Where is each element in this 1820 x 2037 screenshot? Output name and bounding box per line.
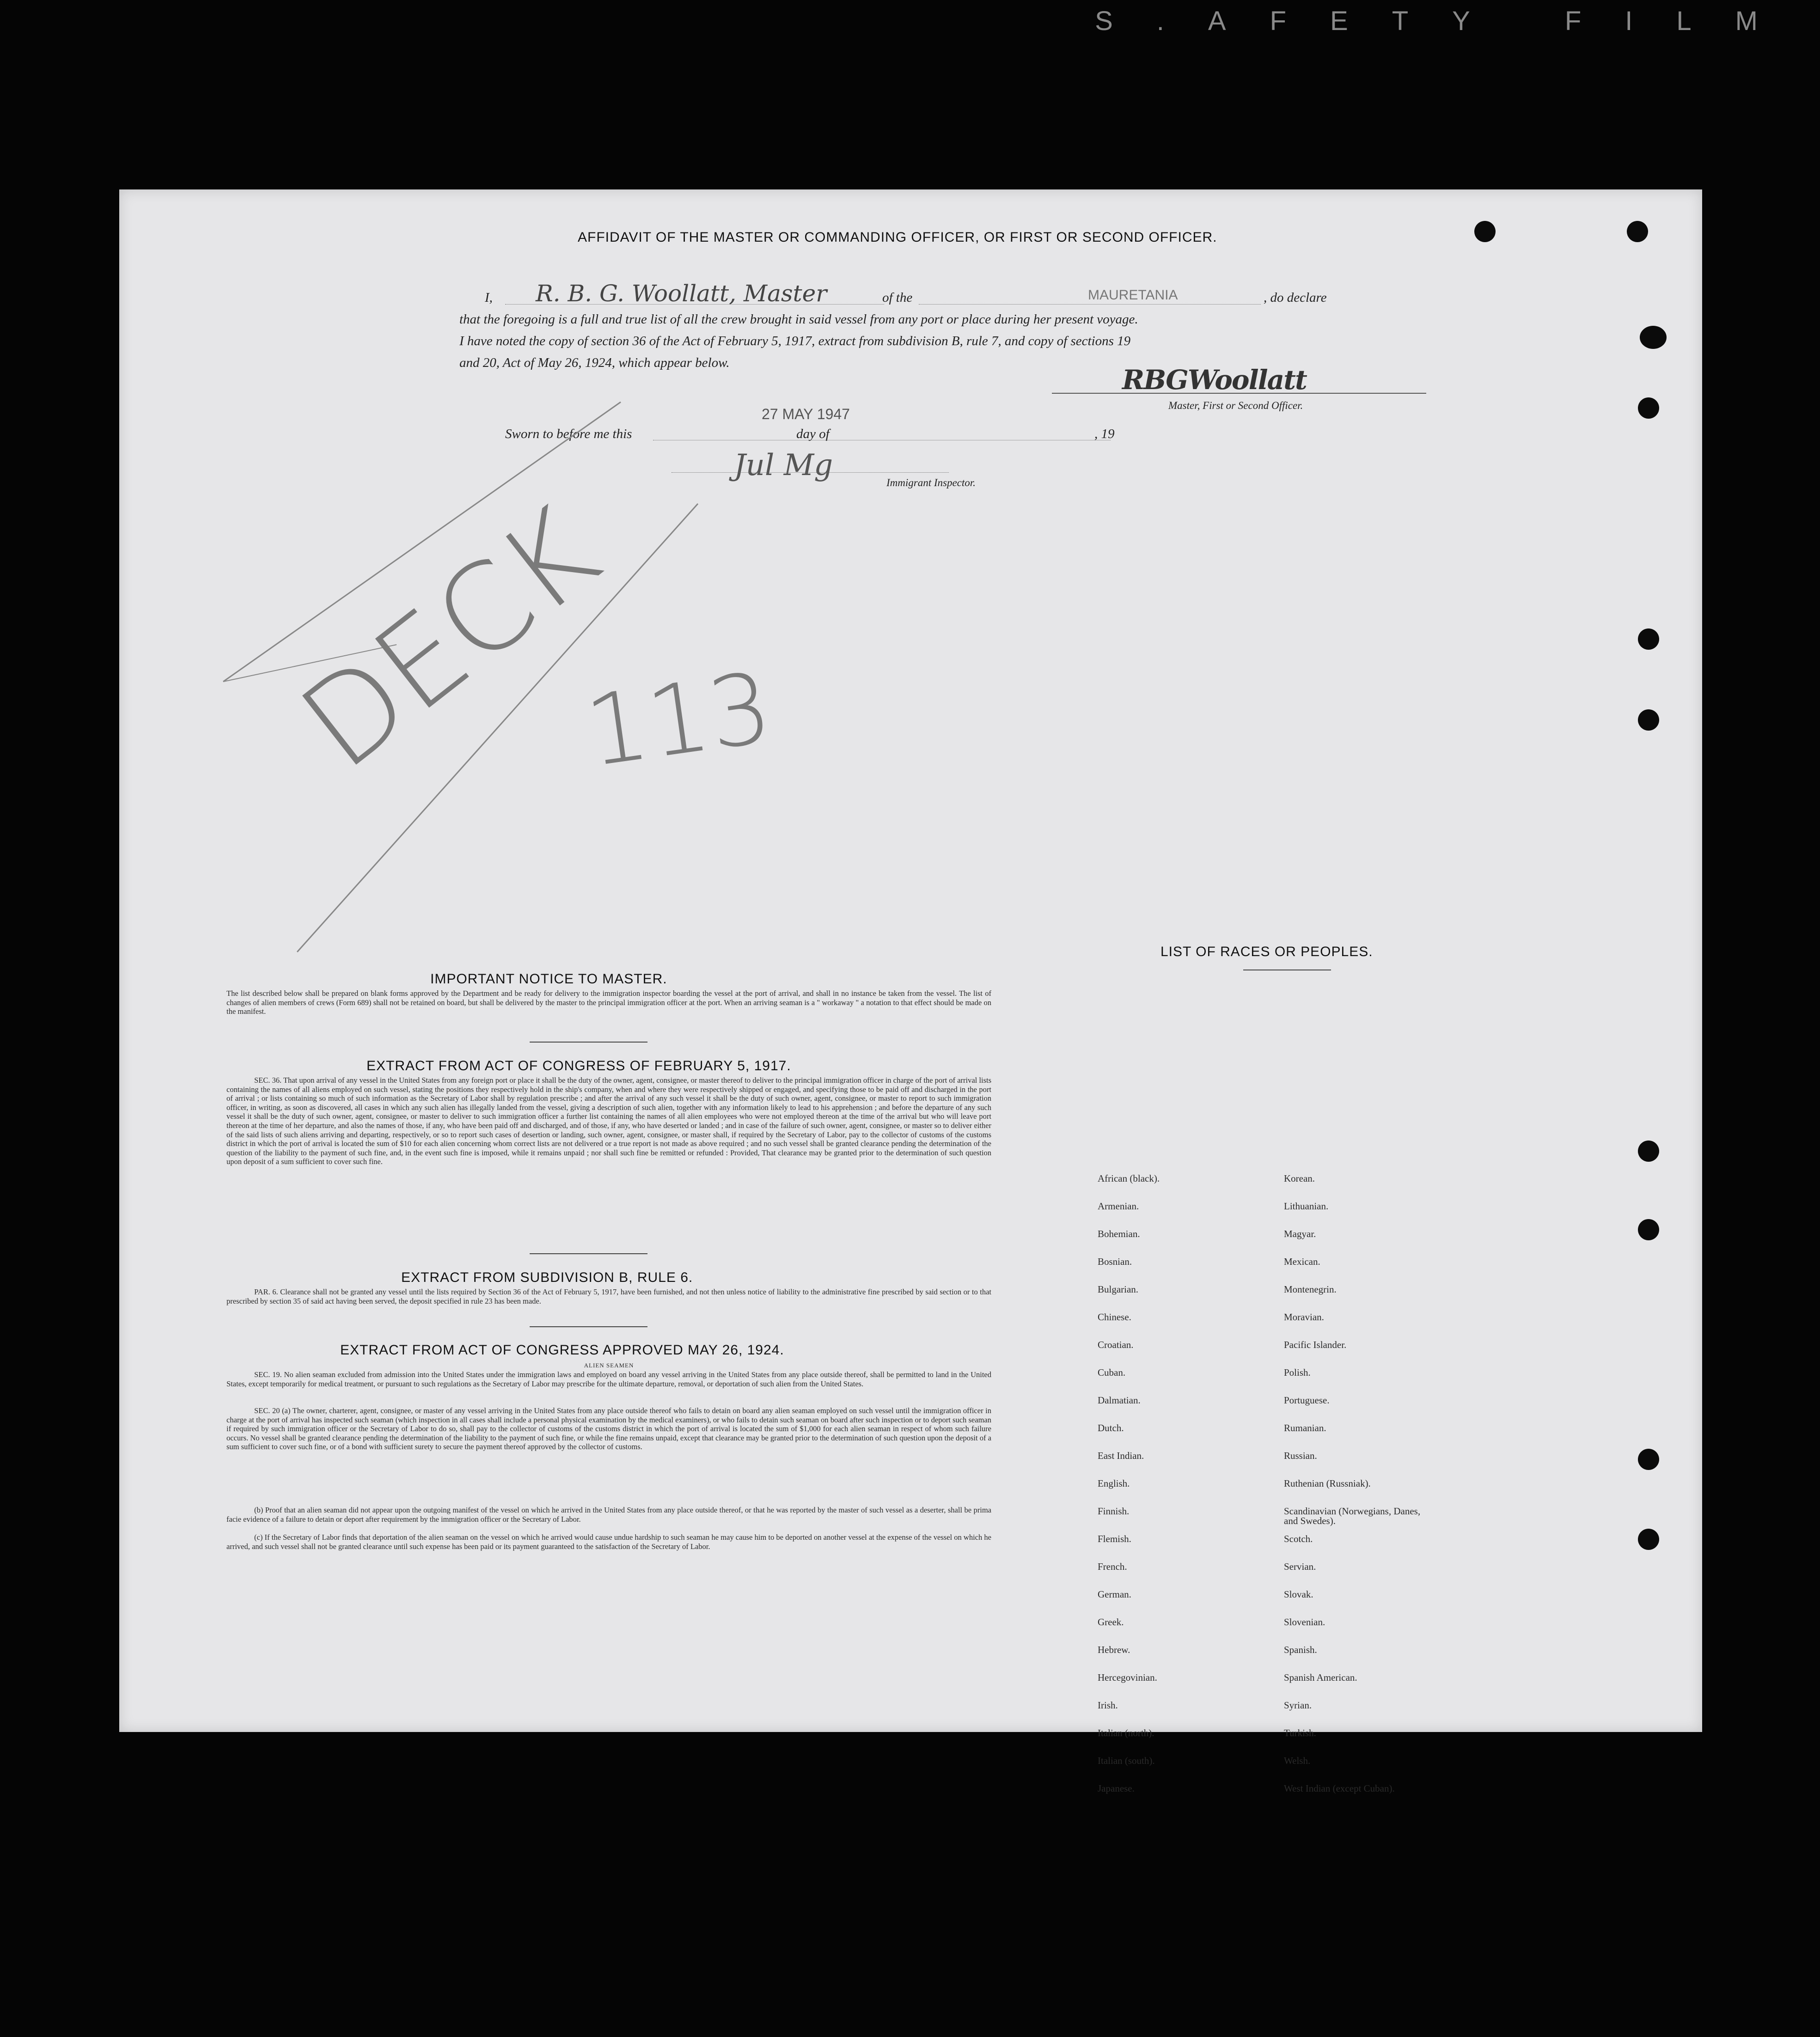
notice-divider xyxy=(530,1042,647,1043)
race-item: Chinese. xyxy=(1098,1311,1131,1323)
race-item: Slovenian. xyxy=(1284,1616,1325,1628)
affidavit-line-4: and 20, Act of May 26, 1924, which appear below. xyxy=(459,355,730,370)
race-item: Moravian. xyxy=(1284,1311,1324,1323)
race-item: Dutch. xyxy=(1098,1422,1124,1433)
ship-name: MAURETANIA xyxy=(1088,287,1178,303)
race-item: Portuguese. xyxy=(1284,1395,1330,1406)
race-item: Dalmatian. xyxy=(1098,1395,1141,1406)
race-item: Turkish. xyxy=(1284,1727,1316,1738)
race-item: Magyar. xyxy=(1284,1228,1316,1239)
sworn-year: , 19 xyxy=(1094,427,1115,441)
race-item: German. xyxy=(1098,1589,1131,1600)
inspector-signature: Jul Mg xyxy=(734,448,833,482)
race-item: Irish. xyxy=(1098,1700,1118,1711)
punch-hole xyxy=(1627,221,1648,242)
race-item: Montenegrin. xyxy=(1284,1284,1337,1295)
race-item: Syrian. xyxy=(1284,1700,1312,1711)
race-item: Cuban. xyxy=(1098,1367,1126,1378)
race-item: Servian. xyxy=(1284,1561,1316,1572)
race-item: Pacific Islander. xyxy=(1284,1339,1347,1350)
race-item: Slovak. xyxy=(1284,1589,1313,1600)
race-item: Scotch. xyxy=(1284,1533,1313,1544)
race-item: Russian. xyxy=(1284,1450,1317,1461)
rule6-divider xyxy=(530,1326,647,1327)
race-item: African (black). xyxy=(1098,1173,1160,1184)
punch-hole xyxy=(1638,1140,1659,1162)
punch-hole xyxy=(1474,221,1496,242)
master-signature-caption: Master, First or Second Officer. xyxy=(1168,400,1303,411)
film-edge-marking: S.AFETY FILM xyxy=(1095,6,1802,36)
master-name: R. B. G. Woollatt, Master xyxy=(536,280,827,307)
races-right-column xyxy=(1284,1174,1478,1811)
extract-1917-body: SEC. 36. That upon arrival of any vessel in the United States from any foreign port or place it shall be the duty of the owner, agent, consignee, or master thereof to deliver to the principal immigration officer in charge of the port of arrival lists containing the names of all aliens employed on such vessel, stating the positions they respectively hold in the ship's company, when and where they were respectively shipped or engaged, and specifying those to be paid off and discharged in the port of arrival ; or lists containing so much of such information as the Secretary of Labor shall by regulation prescribe ; and after the arrival of any such vessel it shall be the duty of such owner, agent, consignee, or master to report to such immigration officer, in writing, as soon as discovered, all cases in which any such alien has illegally landed from the vessel, giving a description of such alien, together with any information likely to lead to his apprehension ; and before the departure of any such vessel it shall be the duty of such owner, agent, consignee, or master to deliver to such immigration officer a further list containing the names of all alien employees who were not employed thereon at the time of the arrival but who will leave port thereon at the time of her departure, and also the names of those, if any, who have been paid off and discharged, and of those, if any, who have deserted or landed ; and in case of the failure of such owner, agent, consignee, or master so to deliver either of the said lists of such aliens arriving and departing, respectively, or so to report such cases of desertion or landing, such owner, agent, consignee, or master shall, if required by the Secretary of Labor, pay to the collector of customs of the customs district in which the port of arrival is located the sum of $10 for each alien concerning whom correct lists are not delivered or a true report is not made as above required ; and no such vessel shall be granted clearance pending the determination of the question of the liability to the payment of such fine, and, in the event such fine is imposed, while it remains unpaid ; nor shall such fine be remitted or refunded : Provided, That clearance may be granted prior to the determination of such question upon deposit of a sum sufficient to cover such fine. xyxy=(226,1076,991,1166)
deck-annotation: DECK xyxy=(276,482,623,796)
sec19-body: SEC. 19. No alien seaman excluded from admission into the United States under the immigration laws and employed on board any vessel arriving in the United States from any place outside thereof, shall be permitted to land in the United States, except temporarily for medical treatment, or pursuant to such regulations as the Secretary of Labor may prescribe for the ultimate departure, removal, or deportation of such alien from the United States. xyxy=(226,1370,991,1388)
affidavit-of-the: of the xyxy=(882,290,913,305)
race-item: Bosnian. xyxy=(1098,1256,1132,1267)
race-item: Ruthenian (Russniak). xyxy=(1284,1478,1371,1489)
sworn-date-stamp: 27 MAY 1947 xyxy=(762,406,850,422)
punch-hole xyxy=(1638,1449,1659,1470)
manifest-page xyxy=(119,189,1702,1794)
punch-hole xyxy=(1638,709,1659,731)
race-item: Spanish American. xyxy=(1284,1672,1357,1683)
race-item: Lithuanian. xyxy=(1284,1201,1329,1212)
master-signature-line xyxy=(1052,393,1426,394)
affidavit-i: I, xyxy=(485,290,493,305)
sworn-prefix: Sworn to before me this xyxy=(505,427,632,441)
sworn-day-of: day of xyxy=(796,427,830,441)
race-item: Welsh. xyxy=(1284,1755,1311,1766)
race-item: Italian (north). xyxy=(1098,1727,1154,1738)
race-item: Polish. xyxy=(1284,1367,1311,1378)
deck-number-annotation: 113 xyxy=(579,651,778,789)
race-item: French. xyxy=(1098,1561,1127,1572)
affidavit-title: AFFIDAVIT OF THE MASTER OR COMMANDING OFFICER, OR FIRST OR SECOND OFFICER. xyxy=(578,230,1217,245)
notice-title: IMPORTANT NOTICE TO MASTER. xyxy=(430,971,667,987)
race-item: Bohemian. xyxy=(1098,1228,1140,1239)
race-item: East Indian. xyxy=(1098,1450,1144,1461)
race-item: Finnish. xyxy=(1098,1506,1130,1517)
race-item: Spanish. xyxy=(1284,1644,1317,1655)
race-item: Bulgarian. xyxy=(1098,1284,1139,1295)
race-item: West Indian (except Cuban). xyxy=(1284,1783,1395,1794)
race-item: Japanese. xyxy=(1098,1783,1135,1794)
race-item: Flemish. xyxy=(1098,1533,1131,1544)
rule6-body: PAR. 6. Clearance shall not be granted any vessel until the lists required by Section 36 of the Act of February 5, 1917, have been furnished, and not then unless notice of liability to the administrative fine prescribed by said section or to that prescribed by section 35 of said act having been served, the deposit specified in rule 23 has been made. xyxy=(226,1287,991,1305)
race-item: Rumanian. xyxy=(1284,1422,1326,1433)
extract-1924-title: EXTRACT FROM ACT OF CONGRESS APPROVED MAY 26, 1924. xyxy=(340,1342,784,1358)
affidavit-declare: , do declare xyxy=(1264,290,1327,305)
extract-1917-title: EXTRACT FROM ACT OF CONGRESS OF FEBRUARY 5, 1917. xyxy=(366,1058,791,1073)
races-left-column xyxy=(1098,1174,1283,1811)
inspector-caption: Immigrant Inspector. xyxy=(886,477,976,488)
master-signature: RBGWoollatt xyxy=(1122,364,1307,396)
affidavit-line-3: I have noted the copy of section 36 of the Act of February 5, 1917, extract from subdivision B, rule 7, and copy of sections 19 xyxy=(459,334,1131,348)
race-item: Hercegovinian. xyxy=(1098,1672,1157,1683)
race-item: Croatian. xyxy=(1098,1339,1134,1350)
race-item: Armenian. xyxy=(1098,1201,1139,1212)
sec20a-body: SEC. 20 (a) The owner, charterer, agent, consignee, or master of any vessel arriving in the United States from any place outside thereof who fails to detain on board any alien seaman employed on such vessel until the immigration officer in charge at the port of arrival has inspected such seaman (which inspection in all cases shall include a personal physical examination by the medical examiners), or who fails to detain such seaman on board after such inspection or to deport such seaman if required by such immigration officer or the Secretary of Labor to do so, shall pay to the collector of customs of the customs district in which the port of arrival is located the sum of $1,000 for each alien seaman in respect of whom such failure occurs. No vessel shall be granted clearance pending the determination of the liability to the payment of such fine, or while the fine remains unpaid, except that clearance may be granted prior to the determination of such question upon the deposit of a sum sufficient to cover such fine, or of a bond with sufficient surety to secure the payment thereof approved by the collector of customs. xyxy=(226,1406,991,1452)
race-item: English. xyxy=(1098,1478,1130,1489)
affidavit-line-2: that the foregoing is a full and true list of all the crew brought in said vessel from any port or place during her present voyage. xyxy=(459,312,1138,327)
race-item: Korean. xyxy=(1284,1173,1315,1184)
race-item: Mexican. xyxy=(1284,1256,1320,1267)
race-item: Scandinavian (Norwegians, Danes, and Swedes). xyxy=(1284,1506,1421,1526)
punch-hole xyxy=(1638,397,1659,419)
sec20c-body: (c) If the Secretary of Labor finds that deportation of the alien seaman on the vessel on which he arrived would cause undue hardship to such seaman he may cause him to be deported on another vessel at the expense of the vessel on which he arrived, and such vessel shall not be granted clearance until such expense has been paid or its payment guaranteed to the satisfaction of the Secretary of Labor. xyxy=(226,1533,991,1551)
punch-hole xyxy=(1640,326,1667,349)
punch-hole xyxy=(1638,628,1659,650)
races-title: LIST OF RACES OR PEOPLES. xyxy=(1160,944,1373,959)
sec20b-body: (b) Proof that an alien seaman did not appear upon the outgoing manifest of the vessel on which he arrived in the United States from any place outside thereof, or that he was reported by the master of such vessel as a deserter, shall be prima facie evidence of a failure to detain or deport after requirement by the immigration officer or the Secretary of Labor. xyxy=(226,1506,991,1524)
race-item: Italian (south). xyxy=(1098,1755,1155,1766)
rule6-title: EXTRACT FROM SUBDIVISION B, RULE 6. xyxy=(401,1270,693,1285)
notice-body: The list described below shall be prepared on blank forms approved by the Department and be ready for delivery to the immigration inspector boarding the vessel at the port of arrival, and shall in no instance be taken from the vessel. The list of changes of alien members of crews (Form 689) shall not be retained on board, but shall be delivered by the master to the principal immigration officer at the port. When an arriving seaman is a " workaway " a notation to that effect should be made on the manifest. xyxy=(226,989,991,1016)
punch-hole xyxy=(1638,1219,1659,1240)
extract-1924-subtitle: ALIEN SEAMEN xyxy=(584,1362,634,1369)
punch-hole xyxy=(1638,1529,1659,1550)
ship-name-underline xyxy=(919,304,1261,305)
extract-1917-divider xyxy=(530,1253,647,1254)
race-item: Greek. xyxy=(1098,1616,1124,1628)
race-item: Hebrew. xyxy=(1098,1644,1130,1655)
